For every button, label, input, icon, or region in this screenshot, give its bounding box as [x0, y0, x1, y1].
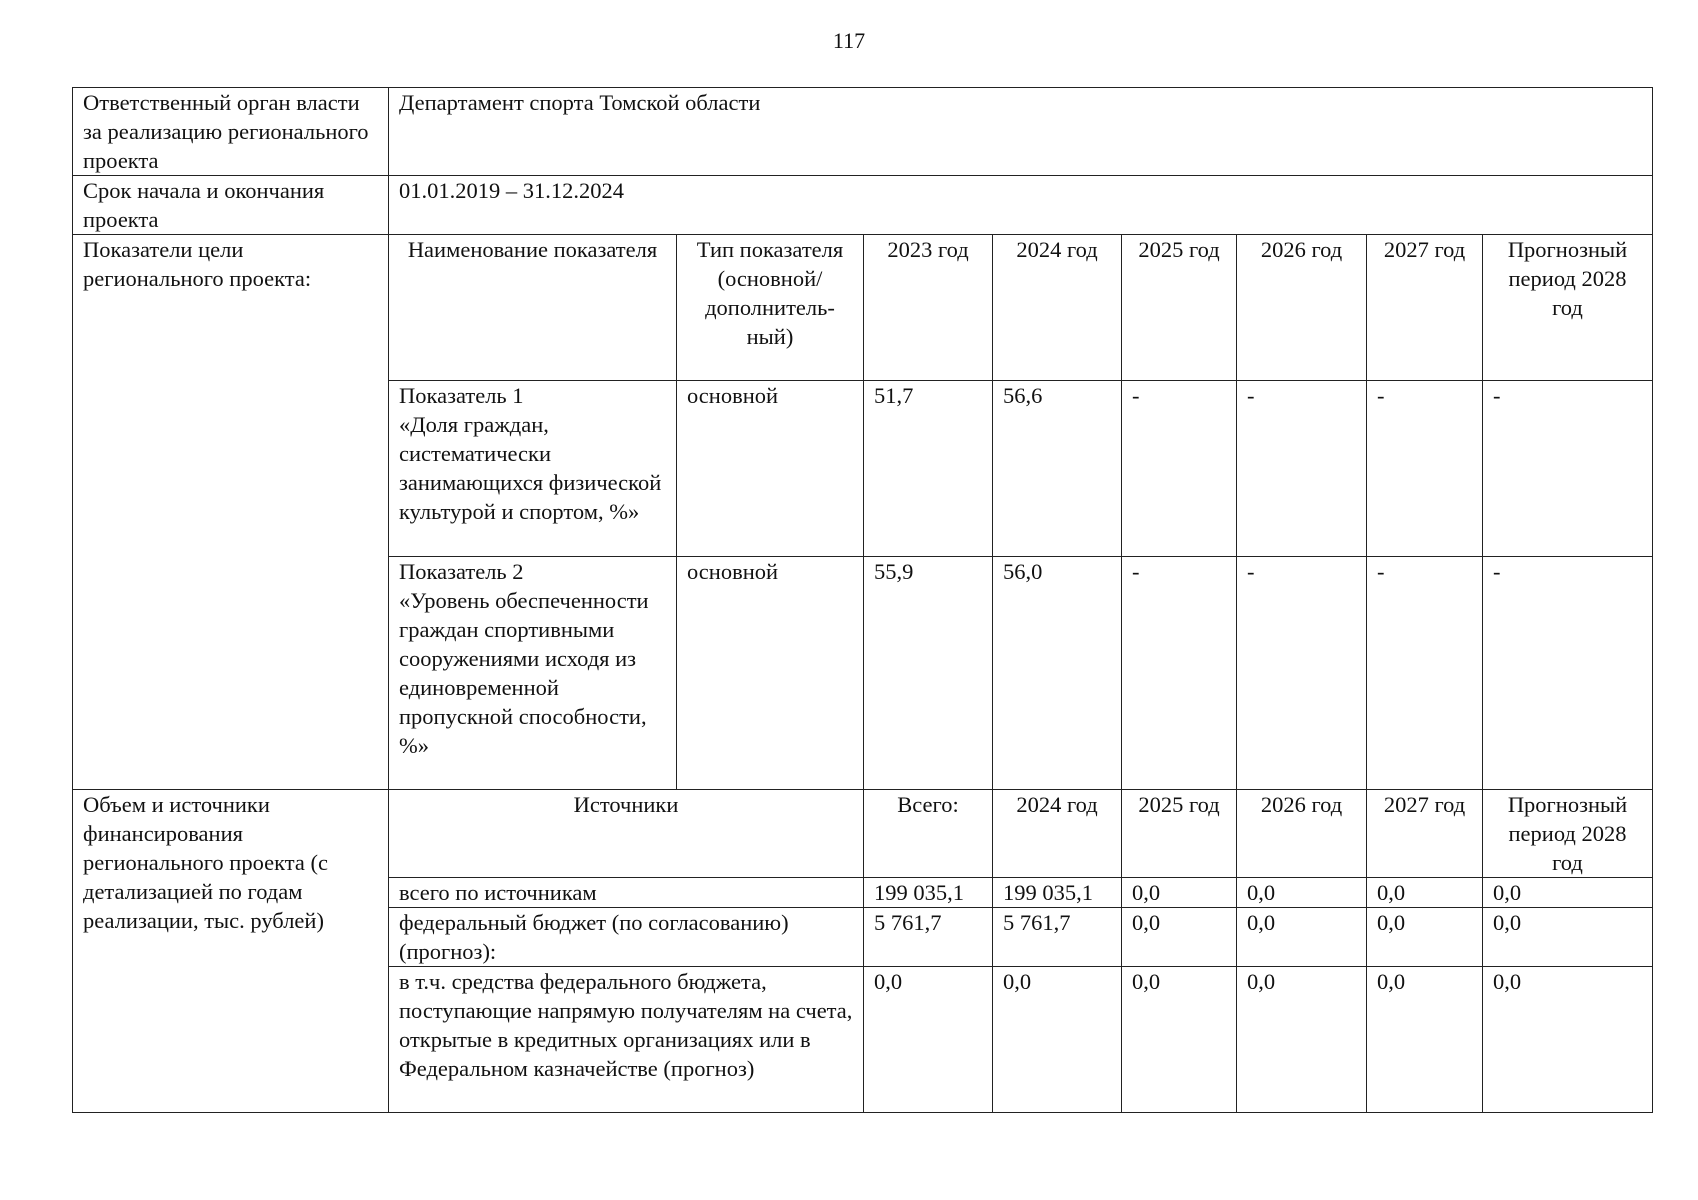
indicator-value-2027: - [1367, 381, 1483, 557]
financing-total: 199 035,1 [864, 878, 993, 908]
row-responsible-body [73, 88, 1653, 176]
header-fin-2024: 2024 год [993, 790, 1122, 878]
indicator-value-2025: - [1122, 557, 1237, 790]
indicator-value-2025: - [1122, 381, 1237, 557]
financing-forecast: 0,0 [1483, 967, 1653, 1113]
header-2023: 2023 год [864, 235, 993, 381]
header-fin-forecast-2028: Прогнозный период 2028 год [1483, 790, 1653, 878]
value-project-term: 01.01.2019 – 31.12.2024 [389, 176, 1653, 235]
indicator-name: Показатель 1 «Доля граждан, систематически занимающихся физической культурой и спортом, %» [389, 381, 677, 557]
header-fin-2027: 2027 год [1367, 790, 1483, 878]
header-fin-2025: 2025 год [1122, 790, 1237, 878]
indicator-value-2024: 56,0 [993, 557, 1122, 790]
financing-2026: 0,0 [1237, 967, 1367, 1113]
financing-header-row [73, 790, 1653, 878]
financing-2025: 0,0 [1122, 878, 1237, 908]
header-indicator-name: Наименование показателя [389, 235, 677, 381]
indicators-header-row [73, 235, 1653, 381]
indicator-value-2026: - [1237, 557, 1367, 790]
indicator-value-2023: 51,7 [864, 381, 993, 557]
value-responsible-body: Департамент спорта Томской области [389, 88, 1653, 176]
financing-2026: 0,0 [1237, 908, 1367, 967]
row-project-term [73, 176, 1653, 235]
label-responsible-body: Ответственный орган власти за реализацию регионального проекта [73, 88, 389, 176]
header-2027: 2027 год [1367, 235, 1483, 381]
financing-2024: 0,0 [993, 967, 1122, 1113]
financing-2027: 0,0 [1367, 967, 1483, 1113]
financing-total: 5 761,7 [864, 908, 993, 967]
indicator-value-2023: 55,9 [864, 557, 993, 790]
financing-2025: 0,0 [1122, 908, 1237, 967]
header-2024: 2024 год [993, 235, 1122, 381]
indicator-value-2027: - [1367, 557, 1483, 790]
header-sources: Источники [389, 790, 864, 878]
financing-source: в т.ч. средства федерального бюджета, поступающие напрямую получателям на счета, открытые в кредитных организациях или в Федеральном казначействе (прогноз) [389, 967, 864, 1113]
label-indicators: Показатели цели регионального проекта: [73, 235, 389, 790]
indicator-type: основной [677, 381, 864, 557]
label-financing: Объем и источники финансирования регионального проекта (с детализацией по годам реализации, тыс. рублей) [73, 790, 389, 1113]
financing-forecast: 0,0 [1483, 908, 1653, 967]
financing-2024: 199 035,1 [993, 878, 1122, 908]
financing-2025: 0,0 [1122, 967, 1237, 1113]
page-number: 117 [832, 28, 866, 53]
financing-2027: 0,0 [1367, 908, 1483, 967]
financing-2027: 0,0 [1367, 878, 1483, 908]
financing-total: 0,0 [864, 967, 993, 1113]
indicator-value-forecast: - [1483, 381, 1653, 557]
financing-source: федеральный бюджет (по согласованию) (прогноз): [389, 908, 864, 967]
header-forecast-2028: Прогнозный период 2028 год [1483, 235, 1653, 381]
financing-2026: 0,0 [1237, 878, 1367, 908]
header-2025: 2025 год [1122, 235, 1237, 381]
indicator-value-2026: - [1237, 381, 1367, 557]
financing-forecast: 0,0 [1483, 878, 1653, 908]
project-passport-table [72, 87, 1653, 1113]
financing-source: всего по источникам [389, 878, 864, 908]
indicator-type: основной [677, 557, 864, 790]
header-indicator-type: Тип показателя (основной/ дополнитель-ный) [677, 235, 864, 381]
header-2026: 2026 год [1237, 235, 1367, 381]
header-fin-2026: 2026 год [1237, 790, 1367, 878]
financing-2024: 5 761,7 [993, 908, 1122, 967]
indicator-value-2024: 56,6 [993, 381, 1122, 557]
indicator-name: Показатель 2 «Уровень обеспеченности граждан спортивными сооружениями исходя из единовременной пропускной способности, %» [389, 557, 677, 790]
header-total: Всего: [864, 790, 993, 878]
indicator-value-forecast: - [1483, 557, 1653, 790]
label-project-term: Срок начала и окончания проекта [73, 176, 389, 235]
